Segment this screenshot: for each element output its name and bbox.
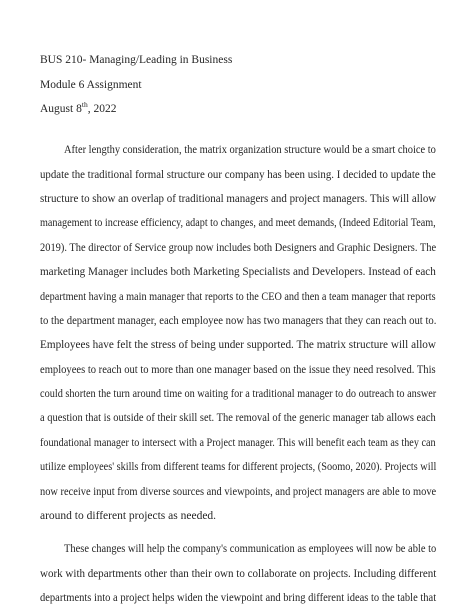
paragraph-2-line: These changes will help the company's communication as employees will now be able to bbox=[64, 543, 437, 555]
paragraph-1-line: utilize employees' skills from different teams for different projects, (Soomo, 2020). Projects will bbox=[40, 461, 437, 473]
paragraph-2-line: work with departments other than their own to collaborate on projects. Including different bbox=[40, 568, 437, 580]
paragraph-2-line: departments into a project helps widen the viewpoint and bring different ideas to the table that bbox=[40, 592, 437, 604]
paragraph-1-line: a question that is outside of their skill set. The removal of the generic manager tab allows each bbox=[40, 412, 436, 424]
paragraph-1-line: department having a main manager that reports to the CEO and then a team manager that reports bbox=[40, 291, 436, 303]
date-line bbox=[40, 102, 116, 116]
paragraph-1-line: could shorten the turn around time on waiting for a traditional manager to do outreach to answer bbox=[40, 388, 437, 400]
paragraph-1-line: foundational manager to intersect with a Project manager. This will benefit each team as they can bbox=[40, 437, 436, 449]
paragraph-1-line: marketing Manager includes both Marketing Specialists and Developers. Instead of each bbox=[40, 266, 436, 278]
paragraph-1-line: structure to show an overlap of traditional managers and project managers. This will allow bbox=[40, 193, 437, 205]
paragraph-1-line: Employees have felt the stress of being under supported. The matrix structure will allow bbox=[40, 339, 437, 351]
paragraph-1-line: now receive input from diverse sources and viewpoints, and project managers are able to move bbox=[40, 486, 437, 498]
date-month-day: August 8 bbox=[40, 103, 82, 115]
paragraph-1-line: around to different projects as needed. bbox=[40, 510, 217, 522]
course-line: BUS 210- Managing/Leading in Business bbox=[40, 54, 233, 66]
paragraph-1-line: After lengthy consideration, the matrix organization structure would be a smart choice to bbox=[64, 144, 436, 156]
paragraph-1-line: management to increase efficiency, adapt to changes, and meet demands, (Indeed Editorial Team, bbox=[40, 217, 436, 229]
date-year: , 2022 bbox=[87, 103, 117, 115]
paragraph-1-line: to the department manager, each employee now has two managers that they can reach out to. bbox=[40, 315, 437, 327]
paragraph-1-line: employees to reach out to more than one manager based on the issue they need resolved. This bbox=[40, 364, 436, 376]
assignment-title: Module 6 Assignment bbox=[40, 79, 142, 91]
paragraph-1-line: 2019). The director of Service group now includes both Designers and Graphic Designers. The bbox=[40, 242, 437, 254]
date-suffix: th bbox=[81, 100, 88, 110]
paragraph-1-line: update the traditional formal structure our company has been using. I decided to update the bbox=[40, 169, 436, 181]
